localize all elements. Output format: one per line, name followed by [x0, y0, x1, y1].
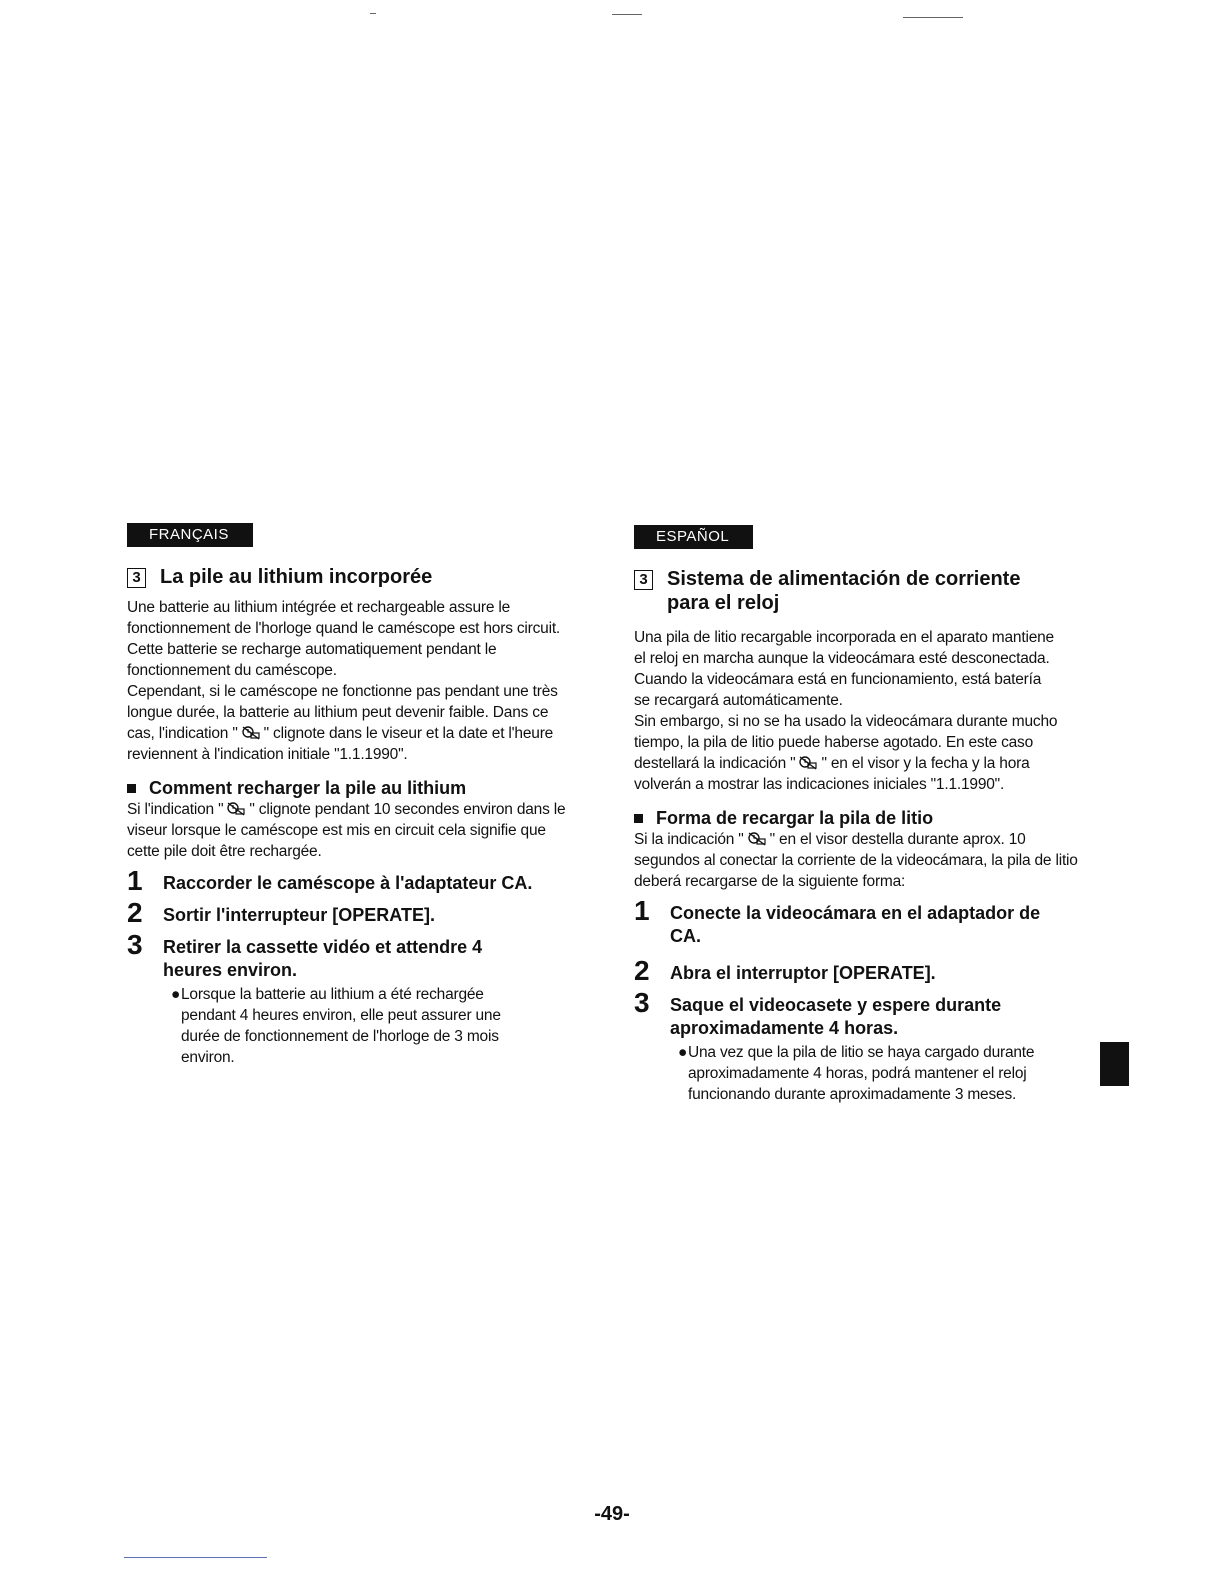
step-text: Abra el interruptor [OPERATE].: [670, 963, 936, 983]
step-number: 3: [127, 929, 143, 960]
step-item: [127, 929, 567, 982]
paragraph: [634, 711, 1084, 795]
clock-battery-warning-icon: [798, 756, 818, 770]
subheading-text: Comment recharger la pile au lithium: [149, 778, 467, 798]
paragraph: [127, 681, 567, 765]
clock-battery-warning-icon: [747, 832, 767, 846]
step-item: [634, 895, 1084, 948]
step-text: Saque el videocasete y espere durante aproximadamente 4 horas.: [670, 995, 1002, 1038]
step-text: Sortir l'interrupteur [OPERATE].: [163, 905, 435, 925]
subheading: [127, 777, 567, 799]
clock-battery-warning-icon: [241, 726, 261, 740]
section-edge-tab: [1100, 1042, 1129, 1086]
paragraph: Une batterie au lithium intégrée et rechargeable assure le fonctionnement de l'horloge quand le caméscope est hors circuit. Cette batterie se recharge automatiquement pendant le fonctionnement du caméscope.: [127, 599, 561, 679]
note-text: Lorsque la batterie au lithium a été rechargée pendant 4 heures environ, elle peut assurer une durée de fonctionnement de l'horloge de 3 mois environ.: [181, 986, 501, 1066]
note: [171, 984, 567, 1068]
step-text: Conecte la videocámara en el adaptador de CA.: [670, 903, 1041, 946]
subheading: [634, 807, 1084, 829]
scan-mark: [903, 17, 963, 18]
note-text: Una vez que la pila de litio se haya cargado durante aproximadamente 4 horas, podrá mantener el reloj funcionando durante aproximadamente 3 meses.: [688, 1044, 1035, 1103]
note: [678, 1042, 1084, 1105]
paragraph: Una pila de litio recargable incorporada en el aparato mantiene el reloj en marcha aunque la videocámara esté desconectada. Cuando la videocámara está en funcionamiento, está batería se recargará automáticamente.: [634, 629, 1054, 709]
subheading-body: [634, 829, 1084, 892]
clock-battery-warning-icon: [226, 802, 246, 816]
section-title: La pile au lithium incorporée: [160, 566, 433, 588]
step-item: [127, 865, 567, 896]
espanol-column: [634, 525, 1084, 1105]
language-tag-francais: FRANÇAIS: [127, 523, 253, 547]
step-item: [634, 987, 1084, 1040]
step-number: 1: [127, 865, 143, 896]
subheading-text: Forma de recargar la pila de litio: [656, 808, 934, 828]
step-number: 3: [634, 987, 650, 1018]
step-item: [634, 955, 1084, 986]
square-bullet-icon: [127, 784, 136, 793]
section-body: [127, 597, 567, 765]
bullet-icon: ●: [171, 986, 181, 1003]
square-bullet-icon: [634, 814, 643, 823]
page-number: -49-: [594, 1503, 630, 1525]
paragraph-text: " clignote dans le viseur et la date et l'heure reviennent à l'indication initiale "1.1.1990".: [127, 725, 554, 763]
step-item: [127, 897, 567, 928]
paragraph-text: " clignote pendant 10 secondes environ dans le viseur lorsque le caméscope est mis en circuit cela signifie que cette pile doit être rechargée.: [127, 801, 566, 860]
subheading-body: [127, 799, 567, 862]
francais-column: [127, 523, 567, 1068]
step-text: Raccorder le caméscope à l'adaptateur CA.: [163, 873, 533, 893]
section-title: Sistema de alimentación de corriente para el reloj: [667, 568, 1021, 614]
paragraph-text: Si l'indication ": [127, 801, 224, 818]
scan-mark: [612, 14, 642, 15]
step-number: 2: [127, 897, 143, 928]
section-heading: [127, 565, 567, 589]
step-text: Retirer la cassette vidéo et attendre 4 heures environ.: [163, 937, 483, 980]
paragraph-text: Si la indicación ": [634, 831, 744, 848]
language-tag-espanol: ESPAÑOL: [634, 525, 753, 549]
section-body: [634, 627, 1084, 795]
scan-mark: [370, 13, 376, 14]
footer-rule: [124, 1557, 267, 1558]
bullet-icon: ●: [678, 1044, 688, 1061]
paragraph-text: " en el visor destella durante aprox. 10 segundos al conectar la corriente de la videocámara, la pila de litio deberá recargarse de la siguiente forma:: [634, 831, 1078, 890]
paragraph-text: Sin embargo, si no se ha usado la videocámara durante mucho tiempo, la pila de litio puede haberse agotado. En este caso destellará la indicación ": [634, 713, 1058, 772]
section-number-box: 3: [634, 570, 653, 590]
section-number-box: 3: [127, 568, 146, 588]
paragraph-text: Cependant, si le caméscope ne fonctionne pas pendant une très longue durée, la batterie au lithium peut devenir faible. Dans ce cas, l'indication ": [127, 683, 558, 742]
paragraph-text: " en el visor y la fecha y la hora volverán a mostrar las indicaciones iniciales "1.1.1990".: [634, 755, 1030, 793]
step-number: 1: [634, 895, 650, 926]
step-number: 2: [634, 955, 650, 986]
section-heading: [634, 567, 1084, 615]
